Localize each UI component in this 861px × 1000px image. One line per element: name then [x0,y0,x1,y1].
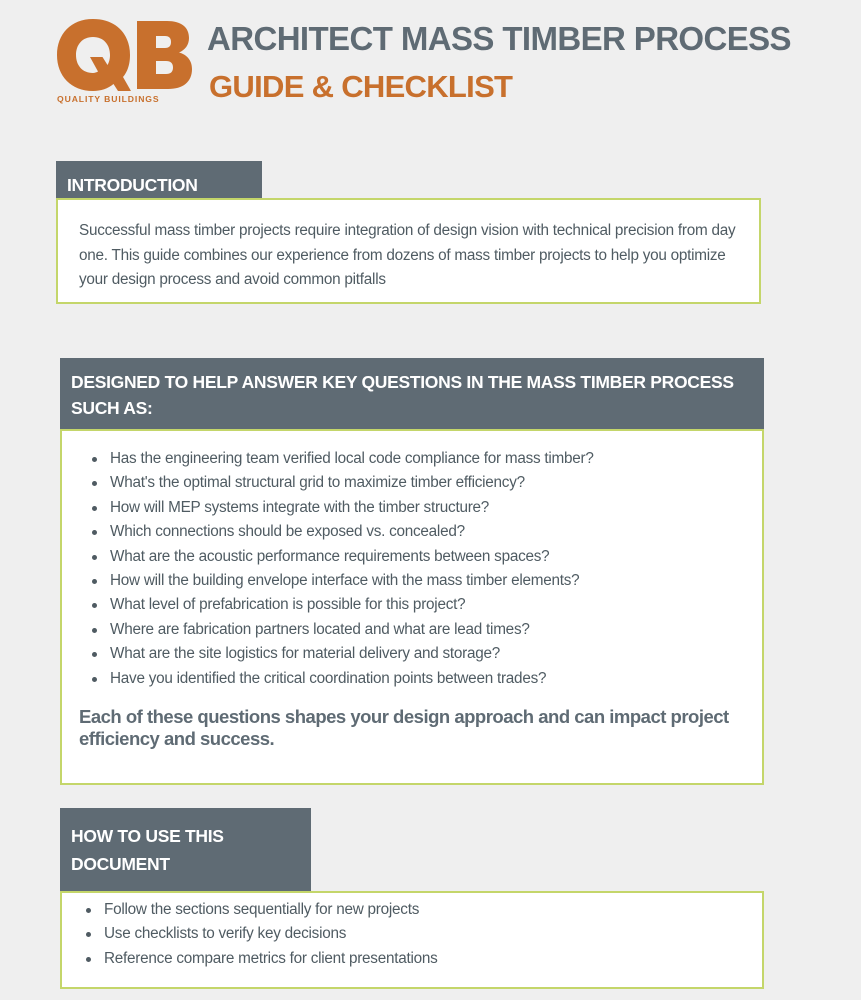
list-item: Where are fabrication partners located and what are lead times? [90,618,742,642]
list-item: What are the site logistics for material delivery and storage? [90,642,742,666]
qb-logo-mark [55,16,195,94]
page-subtitle: GUIDE & CHECKLIST [209,69,513,104]
list-item: Follow the sections sequentially for new projects [84,898,742,922]
list-item: What are the acoustic performance requirements between spaces? [90,545,742,569]
company-logo [55,16,195,108]
list-item: Has the engineering team verified local code compliance for mass timber? [90,447,742,471]
how-to-use-box [60,891,764,989]
list-item: Which connections should be exposed vs. concealed? [90,520,742,544]
list-item: How will MEP systems integrate with the timber structure? [90,496,742,520]
logo-tagline: QUALITY BUILDINGS [57,94,160,104]
introduction-heading: INTRODUCTION [56,161,262,199]
list-item: How will the building envelope interface with the mass timber elements? [90,569,742,593]
list-item: Reference compare metrics for client presentations [84,947,742,971]
list-item: What level of prefabrication is possible for this project? [90,593,742,617]
key-questions-heading: DESIGNED TO HELP ANSWER KEY QUESTIONS IN THE MASS TIMBER PROCESS SUCH AS: [60,358,764,430]
how-to-use-list [62,898,742,971]
list-item: Use checklists to verify key decisions [84,922,742,946]
key-questions-closing-note: Each of these questions shapes your design approach and can impact project efficiency and success. [79,706,729,750]
list-item: Have you identified the critical coordination points between trades? [90,667,742,691]
introduction-body: Successful mass timber projects require integration of design vision with technical precision from day one. This guide combines our experience from dozens of mass timber projects to help you optimize your design process and avoid common pitfalls [56,198,761,304]
key-questions-box [60,429,764,785]
how-to-use-heading: HOW TO USE THIS DOCUMENT [60,808,311,892]
list-item: What's the optimal structural grid to maximize timber efficiency? [90,471,742,495]
page-title: ARCHITECT MASS TIMBER PROCESS [207,20,791,57]
key-questions-list [62,447,742,691]
